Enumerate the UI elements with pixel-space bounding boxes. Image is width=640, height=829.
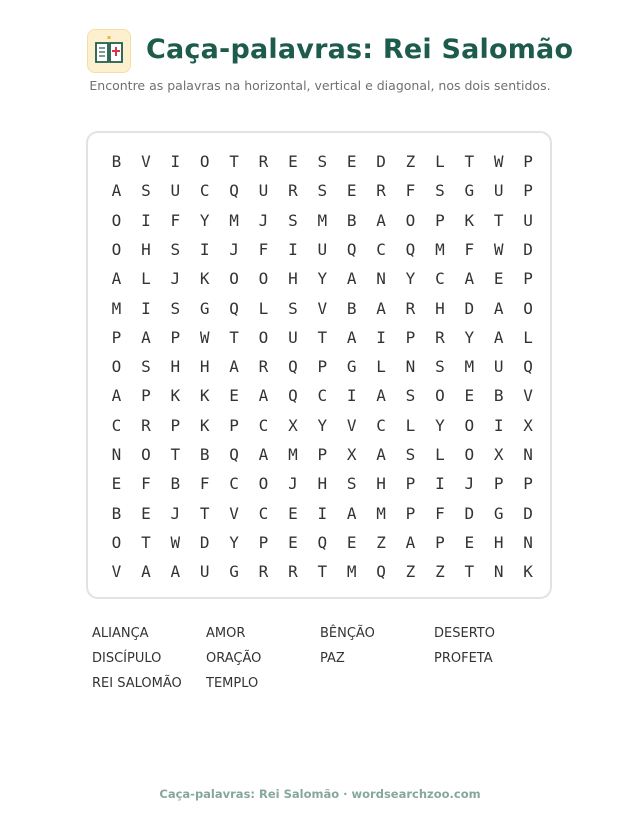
grid-cell[interactable]: N (493, 562, 504, 582)
grid-cell[interactable]: A (229, 357, 239, 377)
grid-cell[interactable]: Y (199, 210, 210, 230)
grid-cell[interactable]: X (523, 415, 533, 435)
grid-cell[interactable]: P (523, 474, 533, 494)
grid-cell[interactable]: C (376, 239, 386, 259)
grid-cell[interactable]: U (493, 181, 504, 201)
grid-cell[interactable]: P (405, 474, 416, 494)
grid-cell[interactable]: F (170, 210, 181, 230)
grid-cell[interactable]: I (141, 210, 151, 230)
grid-cell[interactable]: P (435, 210, 445, 230)
grid-cell[interactable]: B (346, 298, 357, 318)
grid-cell[interactable]: I (199, 239, 210, 259)
grid-cell[interactable]: C (258, 415, 269, 435)
grid-cell[interactable]: T (317, 562, 328, 582)
grid-cell[interactable]: P (111, 327, 122, 347)
grid-cell[interactable]: O (464, 445, 475, 464)
grid-cell[interactable]: U (523, 210, 533, 230)
grid-cell[interactable]: V (317, 298, 328, 318)
grid-cell[interactable]: P (141, 386, 151, 406)
word-list-item: DESERTO (434, 626, 495, 641)
grid-cell[interactable]: X (346, 445, 357, 464)
grid-cell[interactable]: O (111, 239, 122, 259)
grid-cell[interactable]: B (346, 210, 357, 230)
grid-cell[interactable]: F (258, 239, 269, 259)
grid-cell[interactable]: F (435, 503, 445, 523)
grid-cell[interactable]: T (141, 532, 151, 552)
grid-cell[interactable]: S (405, 386, 416, 406)
grid-cell[interactable]: A (376, 386, 386, 406)
grid-cell[interactable]: A (493, 327, 504, 347)
grid-cell[interactable]: X (493, 445, 504, 464)
grid-cell[interactable]: A (111, 386, 122, 406)
grid-cell[interactable]: Y (317, 269, 328, 289)
grid-cell[interactable]: E (288, 503, 298, 523)
grid-cell[interactable]: X (288, 415, 298, 435)
grid-row (88, 440, 550, 469)
grid-cell[interactable]: K (464, 210, 475, 230)
grid-cell[interactable]: S (435, 357, 445, 377)
grid-cell[interactable]: R (376, 181, 386, 201)
grid-cell[interactable]: T (493, 210, 504, 230)
grid-cell[interactable]: O (435, 386, 445, 406)
grid-row (88, 411, 550, 440)
grid-cell[interactable]: I (288, 239, 298, 259)
grid-cell[interactable]: R (258, 357, 269, 377)
grid-cell[interactable]: C (435, 269, 445, 289)
grid-cell[interactable]: F (464, 239, 475, 259)
grid-cell[interactable]: P (523, 181, 533, 201)
grid-cell[interactable]: P (405, 503, 416, 523)
grid-cell[interactable]: N (376, 269, 386, 289)
grid-cell[interactable]: A (376, 445, 386, 464)
grid-cell[interactable]: Q (405, 239, 416, 259)
grid-cell[interactable]: A (111, 181, 122, 201)
grid-cell[interactable]: I (435, 474, 445, 494)
grid-cell[interactable]: T (317, 327, 328, 347)
grid-cell[interactable]: P (523, 269, 533, 289)
grid-cell[interactable]: M (288, 445, 298, 464)
grid-cell[interactable]: M (435, 239, 445, 259)
grid-cell[interactable]: R (435, 327, 445, 347)
grid-cell[interactable]: S (405, 445, 416, 464)
grid-cell[interactable]: A (493, 298, 504, 318)
grid-cell[interactable]: H (288, 269, 298, 289)
grid-cell[interactable]: R (288, 562, 298, 582)
grid-cell[interactable]: S (317, 152, 328, 171)
grid-cell[interactable]: J (170, 269, 181, 289)
grid-cell[interactable]: Z (405, 152, 416, 171)
grid-cell[interactable]: I (317, 503, 328, 523)
grid-cell[interactable]: C (229, 474, 239, 494)
grid-cell[interactable]: J (170, 503, 181, 523)
grid-cell[interactable]: P (317, 445, 328, 464)
grid-cell[interactable]: N (523, 445, 533, 464)
grid-cell[interactable]: B (111, 152, 122, 171)
grid-cell[interactable]: I (376, 327, 386, 347)
grid-cell[interactable]: S (170, 298, 181, 318)
grid-cell[interactable]: C (111, 415, 122, 435)
grid-cell[interactable]: A (141, 327, 151, 347)
instructions: Encontre as palavras na horizontal, vertical e diagonal, nos dois sentidos. (89, 78, 551, 93)
grid-cell[interactable]: E (229, 386, 239, 406)
word-list-item: BÊNÇÃO (320, 626, 375, 641)
grid-cell[interactable]: M (317, 210, 328, 230)
grid-cell[interactable]: E (464, 386, 475, 406)
grid-cell[interactable]: P (317, 357, 328, 377)
grid-row (88, 381, 550, 410)
grid-cell[interactable]: Y (317, 415, 328, 435)
grid-cell[interactable]: A (405, 532, 416, 552)
grid-cell[interactable]: N (405, 357, 416, 377)
grid-cell[interactable]: U (317, 239, 328, 259)
grid-cell[interactable]: D (199, 532, 210, 552)
page-title: Caça-palavras: Rei Salomão (146, 34, 574, 65)
grid-cell[interactable]: L (405, 415, 416, 435)
grid-cell[interactable]: N (111, 445, 122, 464)
grid-cell[interactable]: V (523, 386, 533, 406)
grid-cell[interactable]: P (170, 415, 181, 435)
grid-cell[interactable]: T (229, 152, 239, 171)
grid-cell[interactable]: L (141, 269, 151, 289)
grid-cell[interactable]: A (376, 210, 386, 230)
grid-cell[interactable]: U (199, 562, 210, 582)
grid-cell[interactable]: Q (288, 386, 298, 406)
grid-cell[interactable]: M (111, 298, 122, 318)
grid-cell[interactable]: Q (346, 239, 357, 259)
grid-cell[interactable]: B (199, 445, 210, 464)
word-list-item: PAZ (320, 651, 345, 666)
grid-cell[interactable]: C (376, 415, 386, 435)
grid-cell[interactable]: K (199, 269, 210, 289)
grid-cell[interactable]: K (170, 386, 181, 406)
grid-cell[interactable]: K (199, 386, 210, 406)
grid-cell[interactable]: J (258, 210, 269, 230)
grid-cell[interactable]: O (258, 327, 269, 347)
grid-cell[interactable]: Q (229, 298, 239, 318)
grid-cell[interactable]: L (435, 445, 445, 464)
grid-cell[interactable]: A (464, 269, 475, 289)
grid-cell[interactable]: A (111, 269, 122, 289)
grid-cell[interactable]: J (288, 474, 298, 494)
grid-cell[interactable]: Q (523, 357, 533, 377)
word-list-item: TEMPLO (206, 676, 259, 691)
grid-cell[interactable]: G (464, 181, 475, 201)
grid-cell[interactable]: I (346, 386, 357, 406)
grid-cell[interactable]: H (435, 298, 445, 318)
grid-cell[interactable]: W (170, 532, 181, 552)
grid-cell[interactable]: L (376, 357, 386, 377)
grid-cell[interactable]: F (199, 474, 210, 494)
footer: Caça-palavras: Rei Salomão · wordsearchzoo.com (159, 787, 481, 801)
grid-cell[interactable]: P (405, 327, 416, 347)
grid-row (88, 499, 550, 528)
grid-cell[interactable]: O (199, 152, 210, 171)
grid-cell[interactable]: A (141, 562, 151, 582)
grid-cell[interactable]: K (199, 415, 210, 435)
grid-cell[interactable]: P (493, 474, 504, 494)
grid-row (88, 557, 550, 586)
grid-cell[interactable]: H (376, 474, 386, 494)
word-list-item: DISCÍPULO (92, 651, 162, 666)
grid-cell[interactable]: I (170, 152, 181, 171)
grid-cell[interactable]: Y (405, 269, 416, 289)
grid-cell[interactable]: Z (435, 562, 445, 582)
grid-cell[interactable]: J (464, 474, 475, 494)
grid-cell[interactable]: W (493, 152, 504, 171)
grid-cell[interactable]: D (523, 503, 533, 523)
grid-cell[interactable]: S (435, 181, 445, 201)
grid-cell[interactable]: G (229, 562, 239, 582)
grid-cell[interactable]: U (258, 181, 269, 201)
grid-cell[interactable]: I (141, 298, 151, 318)
grid-cell[interactable]: A (346, 327, 357, 347)
grid-cell[interactable]: D (464, 298, 475, 318)
grid-cell[interactable]: G (493, 503, 504, 523)
grid-cell[interactable]: O (258, 269, 269, 289)
grid-cell[interactable]: D (376, 152, 386, 171)
grid-cell[interactable]: F (141, 474, 151, 494)
grid-cell[interactable]: D (464, 503, 475, 523)
grid-cell[interactable]: K (523, 562, 533, 582)
grid-cell[interactable]: Q (288, 357, 298, 377)
word-list-item: REI SALOMÃO (92, 676, 182, 691)
grid-cell[interactable]: H (141, 239, 151, 259)
grid-cell[interactable]: V (229, 503, 239, 523)
grid-cell[interactable]: U (170, 181, 181, 201)
grid-row (88, 352, 550, 381)
grid-cell[interactable]: M (346, 562, 357, 582)
grid-row (88, 264, 550, 293)
grid-cell[interactable]: A (346, 269, 357, 289)
grid-cell[interactable]: M (464, 357, 475, 377)
grid-cell[interactable]: O (464, 415, 475, 435)
grid-cell[interactable]: O (258, 474, 269, 494)
grid-cell[interactable]: E (111, 474, 122, 494)
grid-row (88, 147, 550, 176)
grid-cell[interactable]: N (523, 532, 533, 552)
grid-cell[interactable]: S (288, 210, 298, 230)
grid-cell[interactable]: E (346, 152, 357, 171)
grid-cell[interactable]: O (405, 210, 416, 230)
word-list-item: ORAÇÃO (206, 651, 262, 666)
grid-cell[interactable]: O (111, 532, 122, 552)
grid-cell[interactable]: A (376, 298, 386, 318)
letter-grid (86, 131, 552, 599)
grid-cell[interactable]: Z (376, 532, 386, 552)
grid-cell[interactable]: F (405, 181, 416, 201)
grid-cell[interactable]: G (346, 357, 357, 377)
grid-row (88, 176, 550, 205)
grid-cell[interactable]: S (141, 181, 151, 201)
grid-cell[interactable]: Y (229, 532, 239, 552)
grid-row (88, 528, 550, 557)
grid-cell[interactable]: V (141, 152, 151, 171)
grid-cell[interactable]: S (288, 298, 298, 318)
grid-cell[interactable]: C (317, 386, 328, 406)
grid-cell[interactable]: R (258, 562, 269, 582)
grid-cell[interactable]: E (346, 532, 357, 552)
grid-cell[interactable]: S (141, 357, 151, 377)
grid-cell[interactable]: U (288, 327, 298, 347)
word-list-item: ALIANÇA (92, 626, 149, 641)
grid-cell[interactable]: V (346, 415, 357, 435)
grid-cell[interactable]: R (258, 152, 269, 171)
grid-cell[interactable]: E (493, 269, 504, 289)
grid-cell[interactable]: Y (464, 327, 475, 347)
grid-row (88, 235, 550, 264)
grid-cell[interactable]: U (493, 357, 504, 377)
grid-cell[interactable]: P (523, 152, 533, 171)
grid-cell[interactable]: Z (405, 562, 416, 582)
grid-cell[interactable]: P (170, 327, 181, 347)
grid-cell[interactable]: H (199, 357, 210, 377)
grid-cell[interactable]: P (435, 532, 445, 552)
grid-cell[interactable]: A (170, 562, 181, 582)
grid-cell[interactable]: S (346, 474, 357, 494)
grid-cell[interactable]: P (258, 532, 269, 552)
grid-row (88, 294, 550, 323)
grid-cell[interactable]: T (199, 503, 210, 523)
grid-cell[interactable]: Q (376, 562, 386, 582)
grid-cell[interactable]: Y (435, 415, 445, 435)
grid-cell[interactable]: H (170, 357, 181, 377)
grid-cell[interactable]: S (170, 239, 181, 259)
grid-cell[interactable]: P (229, 415, 239, 435)
grid-cell[interactable]: J (229, 239, 239, 259)
grid-cell[interactable]: S (317, 181, 328, 201)
grid-cell[interactable]: E (288, 532, 298, 552)
grid-cell[interactable]: O (111, 210, 122, 230)
grid-cell[interactable]: T (464, 562, 475, 582)
grid-row (88, 323, 550, 352)
grid-cell[interactable]: O (141, 445, 151, 464)
grid-cell[interactable]: I (493, 415, 504, 435)
logo (87, 29, 131, 73)
grid-cell[interactable]: B (111, 503, 122, 523)
grid-cell[interactable]: Q (229, 181, 239, 201)
grid-cell[interactable]: W (199, 327, 210, 347)
grid-cell[interactable]: O (229, 269, 239, 289)
grid-cell[interactable]: A (258, 386, 269, 406)
grid-cell[interactable]: T (170, 445, 181, 464)
grid-cell[interactable]: T (464, 152, 475, 171)
grid-cell[interactable]: Q (229, 445, 239, 464)
open-book-with-cross-icon (92, 34, 126, 68)
grid-cell[interactable]: B (170, 474, 181, 494)
grid-cell[interactable]: L (258, 298, 269, 318)
header (0, 24, 640, 84)
grid-cell[interactable]: L (435, 152, 445, 171)
grid-cell[interactable]: R (141, 415, 151, 435)
grid-cell[interactable]: H (317, 474, 328, 494)
grid-cell[interactable]: R (288, 181, 298, 201)
word-list-item: PROFETA (434, 651, 493, 666)
word-list-item: AMOR (206, 626, 246, 641)
grid-cell[interactable]: C (258, 503, 269, 523)
grid-cell[interactable]: Q (317, 532, 328, 552)
grid-cell[interactable]: L (523, 327, 533, 347)
grid-cell[interactable]: E (141, 503, 151, 523)
grid-cell[interactable]: W (493, 239, 504, 259)
grid-cell[interactable]: C (199, 181, 210, 201)
grid-cell[interactable]: E (346, 181, 357, 201)
grid-cell[interactable]: G (199, 298, 210, 318)
grid-cell[interactable]: H (493, 532, 504, 552)
grid-row (88, 206, 550, 235)
grid-cell[interactable]: E (288, 152, 298, 171)
grid-cell[interactable]: E (464, 532, 475, 552)
grid-cell[interactable]: O (523, 298, 533, 318)
grid-cell[interactable]: A (258, 445, 269, 464)
grid-cell[interactable]: M (229, 210, 239, 230)
grid-cell[interactable]: T (229, 327, 239, 347)
grid-row (88, 469, 550, 498)
grid-cell[interactable]: M (376, 503, 386, 523)
grid-cell[interactable]: V (111, 562, 122, 582)
grid-cell[interactable]: B (493, 386, 504, 406)
grid-cell[interactable]: D (523, 239, 533, 259)
grid-cell[interactable]: R (405, 298, 416, 318)
grid-cell[interactable]: A (346, 503, 357, 523)
grid-cell[interactable]: O (111, 357, 122, 377)
